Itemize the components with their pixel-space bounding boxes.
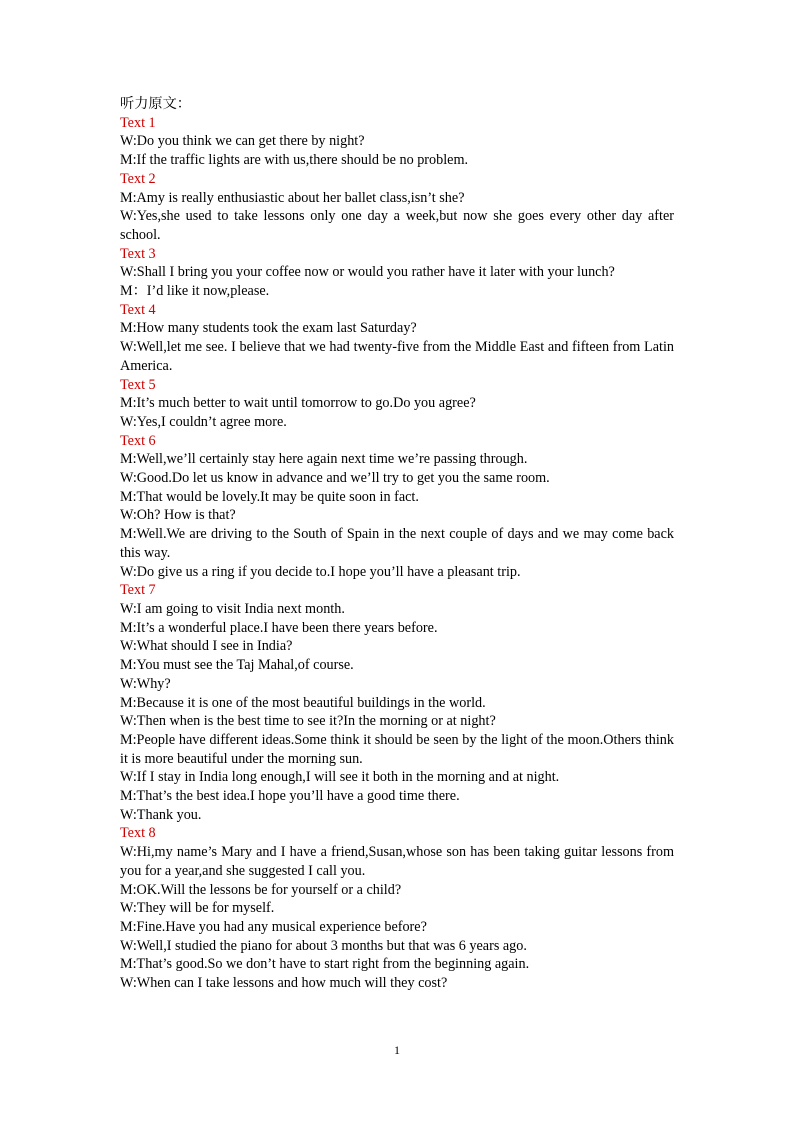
- dialogue-line: W:Yes,she used to take lessons only one day a week,but now she goes every other day after school.: [120, 208, 674, 243]
- dialogue-line: W:What should I see in India?: [120, 638, 293, 655]
- dialogue-line: W:Well,let me see. I believe that we had twenty-five from the Middle East and fifteen from Latin America.: [120, 339, 674, 374]
- page-number: 1: [394, 1043, 400, 1057]
- dialogue-line: W:Why?: [120, 675, 171, 692]
- dialogue-line: M:If the traffic lights are with us,there should be no problem.: [120, 152, 469, 169]
- document-title: 听力原文：: [120, 96, 191, 112]
- dialogue-line: M:How many students took the exam last Saturday?: [120, 320, 417, 337]
- dialogue-line: W:Oh? How is that?: [120, 507, 236, 524]
- dialogue-line: M：I’d like it now,please.: [120, 283, 270, 300]
- dialogue-line: M:Amy is really enthusiastic about her ballet class,isn’t she?: [120, 189, 465, 206]
- dialogue-line: M:It’s a wonderful place.I have been there years before.: [120, 619, 438, 636]
- section-heading: Text 8: [120, 825, 156, 842]
- dialogue-line: M:You must see the Taj Mahal,of course.: [120, 657, 354, 674]
- dialogue-line: W:Hi,my name’s Mary and I have a friend,Susan,whose son has been taking guitar lessons from you for a year,and she suggested I call you.: [120, 844, 674, 879]
- dialogue-line: M:Well.We are driving to the South of Spain in the next couple of days and we may come back this way.: [120, 526, 674, 561]
- section-heading: Text 7: [120, 582, 156, 599]
- dialogue-line: M:Because it is one of the most beautiful buildings in the world.: [120, 694, 486, 711]
- dialogue-line: M:It’s much better to wait until tomorrow to go.Do you agree?: [120, 395, 476, 412]
- dialogue-line: M:Fine.Have you had any musical experience before?: [120, 918, 427, 935]
- dialogue-line: W:Do give us a ring if you decide to.I hope you’ll have a pleasant trip.: [120, 563, 521, 580]
- dialogue-line: W:I am going to visit India next month.: [120, 600, 345, 617]
- dialogue-line: W:Thank you.: [120, 806, 202, 823]
- dialogue-line: W:Good.Do let us know in advance and we’ll try to get you the same room.: [120, 470, 550, 487]
- section-heading: Text 2: [120, 170, 156, 187]
- section-heading: Text 4: [120, 301, 156, 318]
- transcript-body: [120, 95, 674, 993]
- section-heading: Text 1: [120, 114, 156, 131]
- section-heading: Text 3: [120, 245, 156, 262]
- dialogue-line: M:OK.Will the lessons be for yourself or a child?: [120, 881, 402, 898]
- section-heading: Text 5: [120, 376, 156, 393]
- dialogue-line: W:They will be for myself.: [120, 900, 275, 917]
- dialogue-line: W:Shall I bring you your coffee now or would you rather have it later with your lunch?: [120, 264, 615, 281]
- dialogue-line: W:If I stay in India long enough,I will see it both in the morning and at night.: [120, 769, 560, 786]
- dialogue-line: W:When can I take lessons and how much will they cost?: [120, 975, 448, 992]
- dialogue-line: W:Well,I studied the piano for about 3 months but that was 6 years ago.: [120, 937, 527, 954]
- dialogue-line: M:That’s the best idea.I hope you’ll have a good time there.: [120, 788, 460, 805]
- dialogue-line: W:Yes,I couldn’t agree more.: [120, 413, 287, 430]
- dialogue-line: M:That would be lovely.It may be quite soon in fact.: [120, 488, 419, 505]
- section-heading: Text 6: [120, 432, 156, 449]
- dialogue-line: M:Well,we’ll certainly stay here again next time we’re passing through.: [120, 451, 528, 468]
- dialogue-line: W:Then when is the best time to see it?In the morning or at night?: [120, 713, 496, 730]
- dialogue-line: W:Do you think we can get there by night?: [120, 133, 365, 150]
- dialogue-line: M:People have different ideas.Some think it should be seen by the light of the moon.Others think it is more beautiful under the morning sun.: [120, 731, 674, 767]
- dialogue-line: M:That’s good.So we don’t have to start right from the beginning again.: [120, 956, 530, 973]
